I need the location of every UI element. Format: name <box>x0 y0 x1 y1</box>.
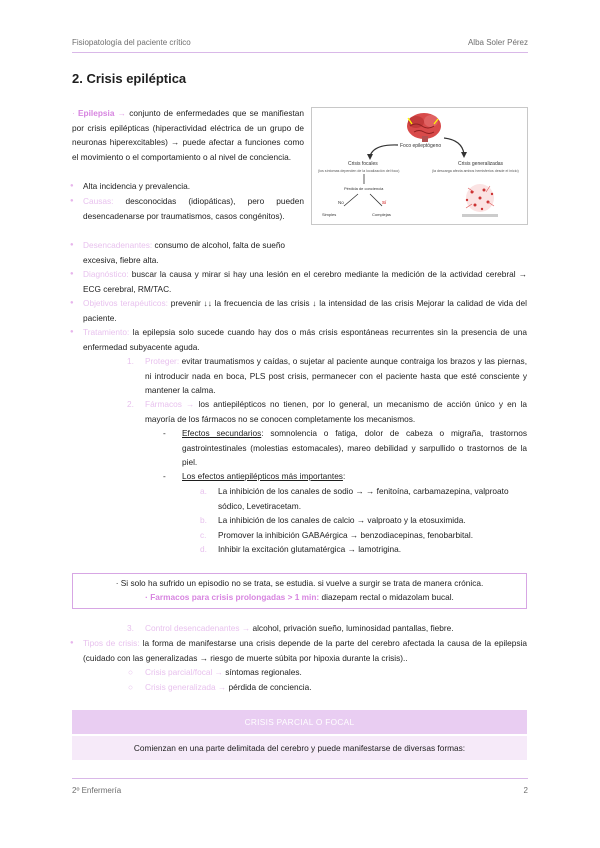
bullet-triggers-text: consumo de alcohol, falta de sueño excesiva, fiebre alta. <box>83 240 286 265</box>
types-sub-2-marker: ○ <box>128 682 134 692</box>
main-effects-dash: - <box>163 471 166 481</box>
effect-d-letter: d. <box>200 544 207 554</box>
treatment-1-text: evitar traumatismos y caídas, o sujetar al paciente aunque contraiga los brazos y las piernas, ni introducir nada en boca, PLS post crisis, permanecer con el paciente hasta que esté consciente y mantener la calma. <box>145 356 527 396</box>
footer-left: 2º Enfermería <box>72 786 122 795</box>
effect-a: La inhibición de los canales de sodio → → fenitoína, carbamazepina, valproato sódico, Levetiracetam. <box>218 486 509 511</box>
bullet-types-text: la forma de manifestarse una crisis depende de la parte del cerebro afectada la causa de la epilepsia (cuidado con las generalizadas → riesgo de muerte súbita por hipoxia durante la crisis).. <box>83 638 527 663</box>
treatment-1-term: Proteger: <box>145 356 180 366</box>
figure-mid-label: Pérdida de conciencia <box>344 186 384 191</box>
intro-text: conjunto de enfermedades que se manifiestan por crisis epilépticas (hiperactividad eléctrica de un grupo de neuronas hiperexcitables) → puede afectar a funciones como el movimiento o el comportamiento o al nivel de conciencia. <box>72 108 305 162</box>
header-rule <box>72 52 528 53</box>
bullet-causes-text: desconocidas (idiopáticas), pero pueden desencadenarse por traumatismos, casos congénitos). <box>83 196 304 221</box>
effect-b-letter: b. <box>200 515 207 525</box>
bullet-types-term: Tipos de crisis: <box>83 638 140 648</box>
bullet-incidence <box>83 179 190 194</box>
figure-left-label: Crisis focales <box>348 161 378 167</box>
treatment-3-num: 3. <box>127 623 134 633</box>
types-sub-2-term: Crisis generalizada → <box>145 682 227 692</box>
bullet-diagnosis-text: buscar la causa y mirar si hay una lesión en el cerebro mediante la medición de la actividad cerebral → ECG cerebral, RM/TAC. <box>83 269 527 294</box>
figure-top-label: Foco epileptógeno <box>400 143 442 149</box>
bullet-treatment-text: la epilepsia solo sucede cuando hay dos o más crisis espontáneas recurrentes sin la presencia de una enfermedad subyacente aguda. <box>83 327 527 352</box>
main-effects-colon: : <box>342 471 346 481</box>
intro-arrow: → <box>117 108 126 118</box>
page-number: 2 <box>523 786 528 795</box>
types-sub-2 <box>145 680 312 695</box>
table-row: Comienzan en una parte delimitada del cerebro y puede manifestarse de diversas formas: <box>72 736 527 760</box>
treatment-1 <box>145 354 527 398</box>
bullet-diagnosis <box>83 267 527 296</box>
treatment-2-term: Fármacos → <box>145 399 195 409</box>
figure-yes: Sí <box>382 200 387 205</box>
bullet-objectives-text: prevenir ↓↓ la frecuencia de las crisis ↓ la intensidad de las crisis Mejorar la calidad de vida del paciente. <box>83 298 527 323</box>
note-line-2-term: · Farmacos para crisis prolongadas > 1 min: <box>145 592 320 602</box>
note-line-1: · Si solo ha sufrido un episodio no se trata, se estudia. si vuelve a surgir se trata de manera crónica. <box>115 578 484 588</box>
section-title: 2. Crisis epiléptica <box>72 71 187 86</box>
brain-icon <box>407 113 441 142</box>
treatment-2-text: los antiepilépticos no tienen, por lo general, un mecanismo de acción único y en la mayoría de los fármacos no se conocen completamente los mecanismos. <box>145 399 527 424</box>
figure-branch-left: Simples <box>322 212 337 217</box>
effect-d: Inhibir la excitación glutamatérgica → lamotrigina. <box>218 544 402 554</box>
bullet-incidence-text: Alta incidencia y prevalencia. <box>83 181 190 191</box>
bullet-diagnosis-term: Diagnóstico: <box>83 269 129 279</box>
main-effects-label: Los efectos antiepilépticos más importantes <box>182 471 343 481</box>
header-right: Alba Soler Pérez <box>467 38 528 47</box>
intro-paragraph <box>72 106 304 164</box>
bullet-causes-term: Causas: <box>83 196 114 206</box>
treatment-2 <box>145 397 527 426</box>
types-sub-1-text: síntomas regionales. <box>222 667 302 677</box>
bullet-causes <box>83 194 304 223</box>
figure-left-sub: (los síntomas dependen de la localización del foco) <box>318 169 400 173</box>
side-effects-label: Efectos secundarios <box>182 428 262 438</box>
types-sub-1-term: Crisis parcial/focal → <box>145 667 223 677</box>
intro-dot: · <box>72 108 78 118</box>
side-effects-text: : somnolencia o fatiga, dolor de cabeza o migraña, trastornos gastrointestinales (molestias estomacales), mareo debilidad y sarpullido o trastornos de la piel. <box>182 428 527 468</box>
bullet-triggers-term: Desencadenantes: <box>83 240 153 250</box>
types-sub-1-marker: ○ <box>128 667 134 677</box>
side-effects-dash: - <box>163 428 166 438</box>
treatment-3 <box>145 621 527 636</box>
bullet-types <box>83 636 527 665</box>
main-effects <box>182 469 527 484</box>
epilepsy-diagram-svg <box>312 108 529 226</box>
treatment-3-text: alcohol, privación sueño, luminosidad pantallas, fiebre. <box>250 623 454 633</box>
bullet-treatment <box>83 325 527 354</box>
figure-right-sub: (la descarga afecta ambos hemisferios desde el inicio) <box>432 169 519 173</box>
figure-branch-right: Complejas <box>372 212 391 217</box>
effect-a-letter: a. <box>200 486 207 496</box>
figure-right-label: Crisis generalizadas <box>458 161 504 167</box>
side-effects <box>182 426 527 470</box>
intro-term: Epilepsia <box>78 108 115 118</box>
header-left: Fisiopatología del paciente crítico <box>72 38 191 47</box>
note-box <box>72 573 527 609</box>
bullet-objectives-term: Objetivos terapéuticos: <box>83 298 168 308</box>
types-sub-2-text: pérdida de conciencia. <box>226 682 312 692</box>
bullet-triggers <box>83 238 304 267</box>
note-line-2-text: diazepam rectal o midazolam bucal. <box>319 592 454 602</box>
epilepsy-diagram <box>311 107 528 225</box>
effect-b: La inhibición de los canales de calcio → valproato y la etosuximida. <box>218 515 466 525</box>
treatment-3-term: Control desencadenantes → <box>145 623 251 633</box>
note-line-2 <box>73 592 526 602</box>
neuron-burst-icon <box>462 184 498 217</box>
table-header: CRISIS PARCIAL O FOCAL <box>72 710 527 734</box>
effect-c: Promover la inhibición GABAérgica → benzodiacepinas, fenobarbital. <box>218 530 474 540</box>
treatment-1-num: 1. <box>127 356 134 366</box>
bullet-objectives <box>83 296 527 325</box>
types-sub-1 <box>145 665 302 680</box>
footer-rule <box>72 778 528 779</box>
bullet-treatment-term: Tratamiento: <box>83 327 130 337</box>
effect-c-letter: c. <box>200 530 207 540</box>
treatment-2-num: 2. <box>127 399 134 409</box>
figure-no: No <box>338 200 344 205</box>
